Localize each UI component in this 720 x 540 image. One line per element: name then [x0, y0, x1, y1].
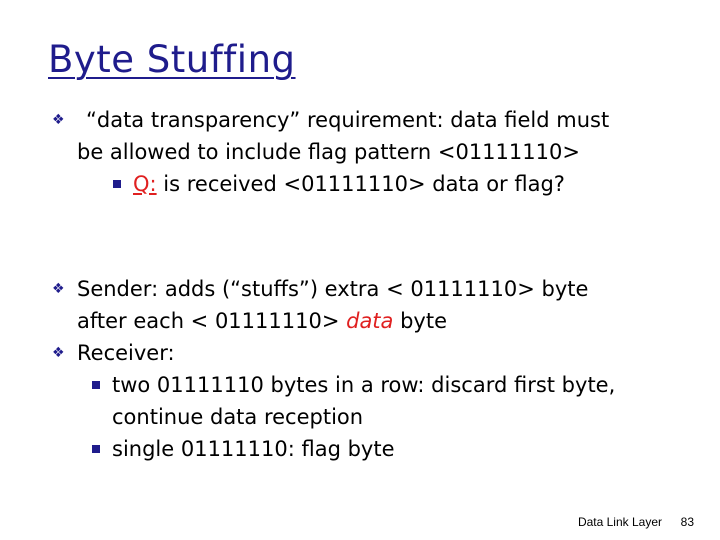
- bullet-2-line-2-pre: after each < 01111110>: [77, 309, 347, 333]
- bullet-1-line-1: “data transparency” requirement: data field must: [86, 108, 610, 132]
- bullet-diamond-icon: ❖: [52, 281, 65, 297]
- bullet-1-sub: [113, 168, 609, 200]
- square-bullet-icon: [92, 381, 100, 389]
- question-text: is received <01111110> data or flag?: [156, 172, 565, 196]
- bullet-1-line-2: be allowed to include flag pattern <01111110>: [77, 140, 580, 164]
- bullet-1: [77, 104, 609, 200]
- page-number: 83: [680, 515, 694, 529]
- footer-label: Data Link Layer: [577, 515, 662, 529]
- bullet-3-label: Receiver:: [77, 341, 175, 365]
- bullet-2-line-2-post: byte: [393, 309, 448, 333]
- bullet-2-line-2: [77, 305, 588, 337]
- bullet-3-sub-1: [92, 369, 615, 401]
- square-bullet-icon: [113, 180, 121, 188]
- bullet-diamond-icon: ❖: [52, 345, 65, 361]
- bullet-2: [77, 273, 588, 337]
- bullet-diamond-icon: ❖: [52, 112, 65, 128]
- bullet-3-sub-1-line-2: continue data reception: [112, 405, 364, 429]
- bullet-3-sub-2: [92, 433, 615, 465]
- bullet-3-sub-1-line-1: two 01111110 bytes in a row: discard first byte,: [112, 373, 616, 397]
- bullet-3: [77, 337, 615, 465]
- slide-title: Byte Stuffing: [48, 38, 296, 81]
- square-bullet-icon: [92, 445, 100, 453]
- data-emphasis: data: [346, 309, 394, 333]
- bullet-3-sub-2-text: single 01111110: flag byte: [112, 437, 395, 461]
- question-label: Q:: [133, 172, 157, 196]
- bullet-2-line-1: Sender: adds (“stuffs”) extra < 01111110> byte: [77, 277, 589, 301]
